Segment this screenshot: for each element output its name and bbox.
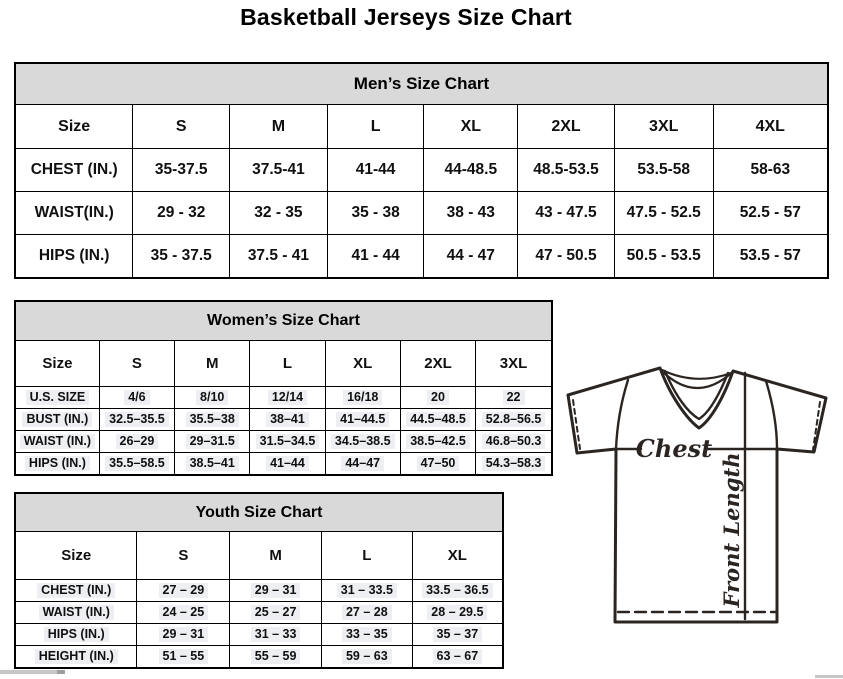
youth-cell: 51 – 55 <box>159 649 209 665</box>
youth-header-cell: XL <box>412 532 503 580</box>
mens-cell: 58-63 <box>713 149 828 192</box>
mens-header-cell: XL <box>424 105 518 149</box>
womens-cell: 44.5–48.5 <box>406 412 470 428</box>
womens-cell: 35.5–58.5 <box>105 456 169 472</box>
womens-cell: 29–31.5 <box>186 434 239 450</box>
youth-cell: 24 – 25 <box>159 605 209 621</box>
womens-header-cell: XL <box>325 341 400 387</box>
womens-cell: 12/14 <box>268 390 307 406</box>
youth-row-label: CHEST (IN.) <box>37 583 115 599</box>
chest-measure-label: Chest <box>635 434 713 463</box>
mens-cell: 50.5 - 53.5 <box>614 235 713 279</box>
mens-cell: 29 - 32 <box>133 192 230 235</box>
youth-cell: 28 – 29.5 <box>427 605 487 621</box>
womens-cell: 8/10 <box>196 390 228 406</box>
womens-table-title: Women’s Size Chart <box>15 301 552 341</box>
mens-cell: 47.5 - 52.5 <box>614 192 713 235</box>
youth-table-title: Youth Size Chart <box>15 493 503 532</box>
womens-cell: 54.3–58.3 <box>482 456 546 472</box>
womens-cell: 20 <box>427 390 449 406</box>
mens-header-cell: M <box>230 105 328 149</box>
youth-row-label: HIPS (IN.) <box>44 627 109 643</box>
youth-cell: 31 – 33.5 <box>337 583 397 599</box>
womens-cell: 4/6 <box>124 390 149 406</box>
youth-row-label: HEIGHT (IN.) <box>35 649 118 665</box>
womens-header-cell: 3XL <box>476 341 552 387</box>
mens-row-label: CHEST (IN.) <box>15 149 133 192</box>
mens-size-table <box>14 62 829 279</box>
youth-size-table <box>14 492 504 669</box>
youth-cell: 33 – 35 <box>342 627 392 643</box>
youth-cell: 27 – 28 <box>342 605 392 621</box>
mens-cell: 35 - 37.5 <box>133 235 230 279</box>
womens-cell: 26–29 <box>116 434 159 450</box>
jersey-measurement-diagram <box>556 362 843 628</box>
mens-cell: 37.5 - 41 <box>230 235 328 279</box>
womens-header-cell: L <box>250 341 325 387</box>
mens-header-cell: 3XL <box>614 105 713 149</box>
womens-cell: 38.5–42.5 <box>406 434 470 450</box>
youth-cell: 59 – 63 <box>342 649 392 665</box>
mens-cell: 37.5-41 <box>230 149 328 192</box>
mens-header-cell: S <box>133 105 230 149</box>
mens-table-title: Men’s Size Chart <box>15 63 828 105</box>
womens-cell: 32.5–35.5 <box>105 412 169 428</box>
mens-cell: 35-37.5 <box>133 149 230 192</box>
womens-header-cell: 2XL <box>400 341 475 387</box>
womens-header-cell: Size <box>15 341 99 387</box>
womens-cell: 38.5–41 <box>186 456 239 472</box>
youth-cell: 33.5 – 36.5 <box>422 583 493 599</box>
womens-cell: 38–41 <box>266 412 309 428</box>
womens-cell: 22 <box>503 390 525 406</box>
womens-cell: 35.5–38 <box>186 412 239 428</box>
womens-cell: 47–50 <box>417 456 460 472</box>
womens-cell: 52.8–56.5 <box>482 412 546 428</box>
mens-cell: 35 - 38 <box>327 192 424 235</box>
front-length-measure-label: Front Length <box>719 452 744 608</box>
womens-header-cell: S <box>99 341 174 387</box>
womens-row-label: U.S. SIZE <box>26 390 90 406</box>
mens-cell: 44 - 47 <box>424 235 518 279</box>
mens-cell: 48.5-53.5 <box>518 149 615 192</box>
youth-header-cell: S <box>137 532 230 580</box>
mens-header-cell: L <box>327 105 424 149</box>
womens-cell: 41–44.5 <box>336 412 389 428</box>
womens-header-cell: M <box>175 341 250 387</box>
horizontal-scrollbar-fragment[interactable] <box>0 670 65 674</box>
youth-cell: 63 – 67 <box>433 649 483 665</box>
mens-cell: 41 - 44 <box>327 235 424 279</box>
youth-header-cell: M <box>230 532 322 580</box>
womens-cell: 41–44 <box>266 456 309 472</box>
mens-cell: 52.5 - 57 <box>713 192 828 235</box>
mens-cell: 53.5 - 57 <box>713 235 828 279</box>
mens-header-cell: 2XL <box>518 105 615 149</box>
page-title: Basketball Jerseys Size Chart <box>240 4 572 30</box>
youth-header-cell: Size <box>15 532 137 580</box>
mens-header-cell: 4XL <box>713 105 828 149</box>
youth-cell: 35 – 37 <box>433 627 483 643</box>
mens-cell: 53.5-58 <box>614 149 713 192</box>
youth-cell: 29 – 31 <box>159 627 209 643</box>
mens-row-label: WAIST(IN.) <box>15 192 133 235</box>
mens-cell: 41-44 <box>327 149 424 192</box>
womens-cell: 44–47 <box>341 456 384 472</box>
mens-header-cell: Size <box>15 105 133 149</box>
youth-cell: 29 – 31 <box>251 583 301 599</box>
mens-cell: 44-48.5 <box>424 149 518 192</box>
womens-size-table <box>14 300 553 476</box>
womens-cell: 31.5–34.5 <box>256 434 320 450</box>
womens-row-label: WAIST (IN.) <box>20 434 95 450</box>
mens-cell: 32 - 35 <box>230 192 328 235</box>
mens-cell: 38 - 43 <box>424 192 518 235</box>
mens-cell: 43 - 47.5 <box>518 192 615 235</box>
womens-cell: 34.5–38.5 <box>331 434 395 450</box>
youth-cell: 55 – 59 <box>251 649 301 665</box>
youth-header-cell: L <box>321 532 412 580</box>
womens-cell: 16/18 <box>343 390 382 406</box>
horizontal-scrollbar-fragment[interactable] <box>815 675 843 678</box>
mens-row-label: HIPS (IN.) <box>15 235 133 279</box>
womens-row-label: BUST (IN.) <box>22 412 92 428</box>
youth-cell: 25 – 27 <box>251 605 301 621</box>
youth-cell: 27 – 29 <box>159 583 209 599</box>
youth-cell: 31 – 33 <box>251 627 301 643</box>
youth-row-label: WAIST (IN.) <box>39 605 114 621</box>
mens-cell: 47 - 50.5 <box>518 235 615 279</box>
womens-cell: 46.8–50.3 <box>482 434 546 450</box>
womens-row-label: HIPS (IN.) <box>25 456 90 472</box>
